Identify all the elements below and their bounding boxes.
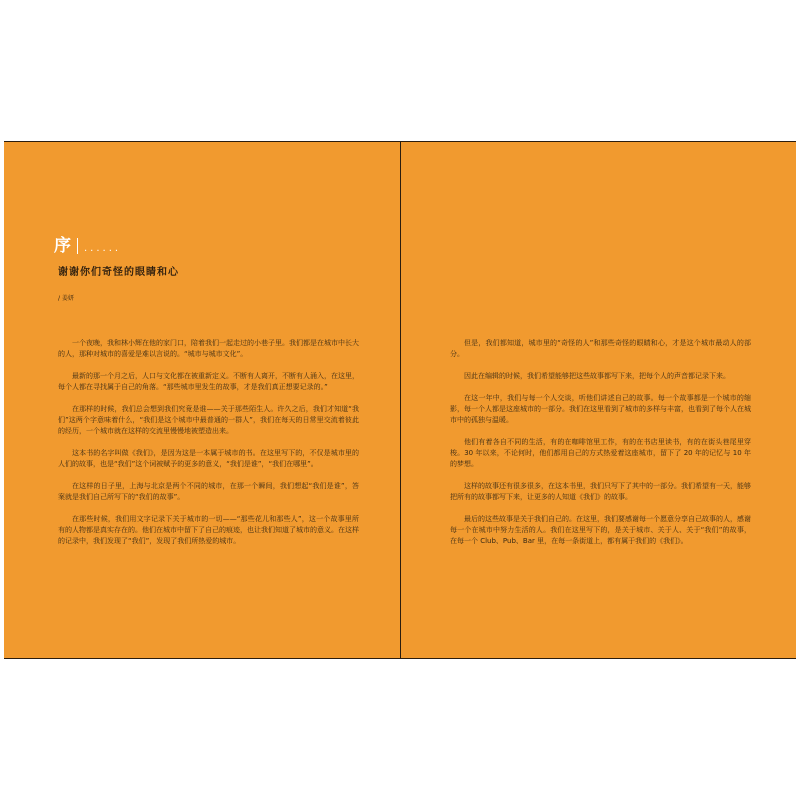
author-byline: / 姜妍	[58, 295, 74, 302]
paragraph: 在这一年中，我们与每一个人交谈，听他们讲述自己的故事。每一个故事都是一个城市的缩影，每一个人都是这座城市的一部分。我们在这里看到了城市的多样与丰富，也看到了每个人在城市中的孤独与温暖。	[450, 394, 751, 424]
book-spread	[4, 141, 796, 659]
right-body-text	[450, 338, 751, 558]
paragraph: 在那样的时候，我们总会想到我们究竟是谁——关于那些陌生人。许久之后，我们才知道“我们”这两个字意味着什么，“我们是这个城市中最普通的一群人”，我们在每天的日常里交流着彼此的经历，一个城市就在这样的交流里慢慢地被塑造出来。	[58, 405, 359, 435]
left-body-text	[58, 338, 359, 558]
paragraph: 因此在编辑的时候，我们希望能够把这些故事都写下来，把每个人的声音都记录下来。	[464, 372, 730, 380]
paragraph: 但是，我们都知道，城市里的“奇怪的人”和那些奇怪的眼睛和心，才是这个城市最动人的部分。	[450, 339, 751, 358]
paragraph: 最新的那一个月之后，人口与文化都在被重新定义。不断有人离开，不断有人涌入，在这里，每个人都在寻找属于自己的角落。“那些城市里发生的故事，才是我们真正想要记录的。”	[58, 372, 359, 391]
heading-dots: ......	[84, 243, 122, 254]
paragraph: 最后的这些故事是关于我们自己的。在这里，我们要感谢每一个愿意分享自己故事的人，感谢每一个在城市中努力生活的人。我们在这里写下的，是关于城市、关于人、关于“我们”的故事，在每一个 Club、Pub、Bar 里，在每一条街道上，都有属于我们的《我们》。	[450, 515, 751, 545]
section-heading	[54, 237, 121, 255]
paragraph: 一个夜晚，我和林小辉在他的家门口，陪着我们一起走过的小巷子里。我们都是在城市中长大的人，那种对城市的喜爱是难以言说的。“城市与城市文化”。	[58, 339, 359, 358]
section-mark: 序	[54, 236, 71, 256]
right-page	[401, 142, 796, 658]
paragraph: 他们有着各自不同的生活，有的在咖啡馆里工作，有的在书店里读书，有的在街头巷尾里穿梭。30 年以来，不论何时，他们都用自己的方式热爱着这座城市，留下了 20 年的记忆与 10 年的梦想。	[450, 438, 751, 468]
chapter-title: 谢谢你们奇怪的眼睛和心	[58, 267, 179, 278]
paragraph: 这样的故事还有很多很多，在这本书里，我们只写下了其中的一部分。我们希望有一天，能够把所有的故事都写下来，让更多的人知道《我们》的故事。	[450, 482, 751, 501]
paragraph: 这本书的名字叫做《我们》，是因为这是一本属于城市的书。在这里写下的，不仅是城市里的人们的故事，也是“我们”这个词被赋予的更多的意义，“我们是谁”，“我们在哪里”。	[58, 449, 359, 468]
left-page	[4, 142, 400, 658]
paragraph: 在那些时候，我们用文字记录下关于城市的一切——“那些花儿和那些人”，这一个故事里所有的人物都是真实存在的。他们在城市中留下了自己的痕迹，也让我们知道了城市的意义。在这样的记录中，我们发现了“我们”，发现了我们所热爱的城市。	[58, 515, 359, 545]
heading-divider	[77, 238, 78, 254]
paragraph: 在这样的日子里，上海与北京是两个不同的城市，在那一个瞬间，我们想起“我们是谁”，答案就是我们自己所写下的“我们的故事”。	[58, 482, 359, 501]
